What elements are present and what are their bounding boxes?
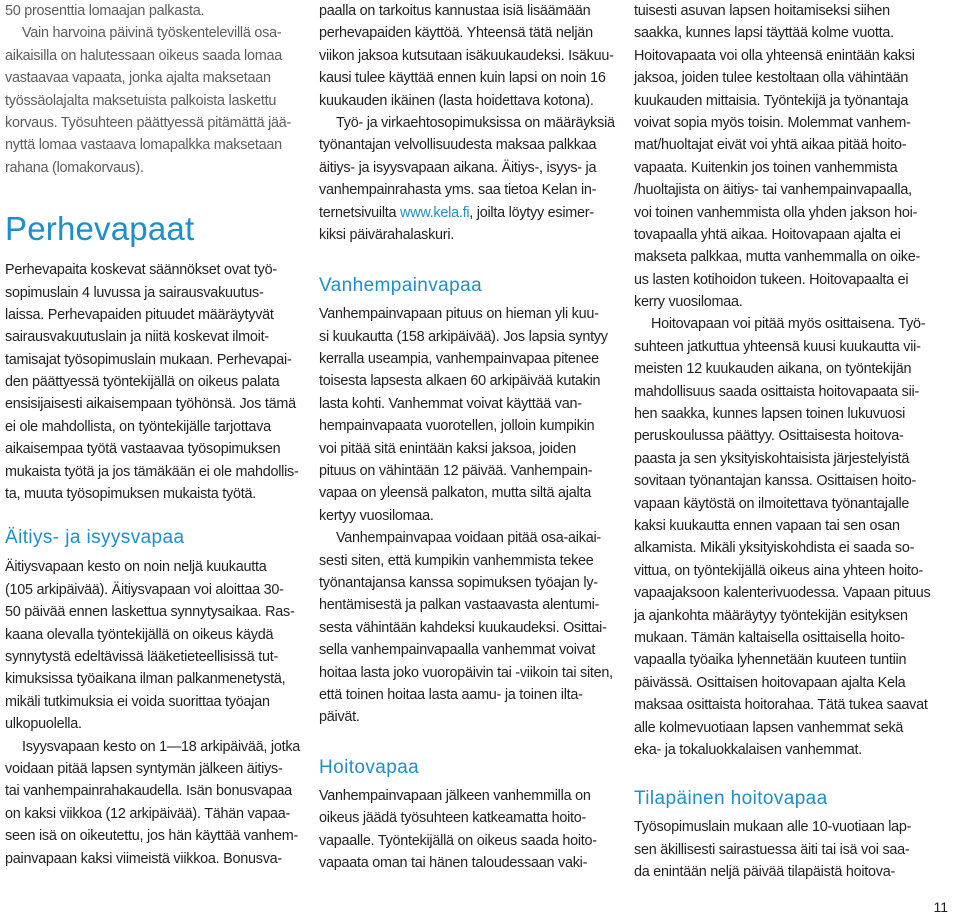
intro-paragraph	[5, 0, 295, 179]
text-line: Työ- ja virkaehtosopimuksissa on määräyksiä	[336, 114, 615, 131]
text-line: pituus on vähintään 12 päivää. Vanhempain-	[319, 463, 593, 480]
text-line: mukaista työtä ja jos tämäkään ei ole mahdollis-	[5, 463, 299, 480]
heading-hoitovapaa: Hoitovapaa	[319, 756, 420, 778]
text-line: Hoitovapaata voi olla yhteensä enintään kaksi	[634, 47, 915, 64]
column-3	[634, 0, 931, 883]
text-line: voidaan pitää lapsen syntymän jälkeen äitiys-	[5, 760, 283, 777]
isyys-paragraph	[5, 736, 301, 870]
text-line: työnantajansa kanssa sopimuksen työajan ly-	[319, 574, 598, 591]
perhevapaat-paragraph	[5, 259, 299, 505]
text-line: päivät.	[319, 709, 360, 726]
text-line: hentämisestä ja palkan vastaavasta alentumi-	[319, 597, 600, 614]
hoitovapaa-continued-paragraph	[634, 0, 926, 313]
text-line: aikaisempaa työtä vastaavaa työsopimuksen	[5, 441, 281, 458]
isyys-continued-paragraph	[319, 0, 613, 112]
page-number: 11	[933, 899, 948, 915]
text-line: että toinen hoitaa lasta aamu- ja toinen ilta-	[319, 686, 583, 703]
text-line: Vanhempainvapaa voidaan pitää osa-aikai-	[336, 530, 601, 547]
text-line: kuukauden mittaisia. Työntekijä ja työnantaja	[634, 92, 909, 109]
text-line: työssäolajalta maksetuista palkoista laskettu	[5, 92, 277, 109]
text-line: 50 prosenttia lomaajan palkasta.	[5, 3, 205, 19]
text-line: päivässä. Osittaisen hoitovapaan ajalta Kela	[634, 674, 906, 691]
text-line: sairausvakuutuslain ja niitä koskevat ilmoit-	[5, 329, 269, 346]
text-line: toisesta lapsesta alkaen 60 arkipäivää kutakin	[319, 373, 601, 390]
text-line: kerry vuosilomaa.	[634, 294, 743, 311]
text-line: kertyy vuosilomaa.	[319, 507, 434, 524]
tilapainen-paragraph	[634, 816, 926, 883]
text-line: kaana olevalla työntekijällä on oikeus käydä	[5, 626, 274, 643]
text-line: paalla on tarkoitus kannustaa isiä lisäämään	[319, 3, 591, 19]
text-line: ulkopuolella.	[5, 716, 82, 733]
text-line: makseta palkkaa, mutta vanhemmalla on oike-	[634, 249, 921, 266]
text-line: saakka, kunnes lapsi täyttää kolme vuotta.	[634, 25, 894, 42]
text-span: , joilta löytyy esimer-	[469, 204, 594, 221]
text-line: kaksi kuukautta ennen vapaan tai sen osan	[634, 517, 900, 534]
text-line: voi pitää sitä enintään kaksi jaksoa, joiden	[319, 440, 576, 457]
text-line: Vanhempainvapaan pituus on hieman yli kuu-	[319, 306, 599, 323]
text-line: vapaan käytöstä on ilmoitettava työnantajalle	[634, 495, 910, 512]
text-line: (105 arkipäivää). Äitiysvapaan voi aloittaa 30-	[5, 581, 284, 598]
text-line: Vain harvoina päivinä työskentelevillä osa-	[22, 25, 282, 42]
kela-link[interactable]: www.kela.fi	[400, 204, 470, 221]
text-line: vapaalla työaika lyhennetään kuuteen tuntiin	[634, 652, 907, 669]
text-line: kerralla useampia, vanhempainvapaa pitenee	[319, 351, 599, 368]
text-line: suhteen jatkuttua yhteensä kuusi kuukautta vii-	[634, 338, 921, 355]
text-line: vapaajaksoon kalenterivuodessa. Vapaan pituus	[634, 585, 931, 602]
text-span: ternetsivuilta	[319, 204, 401, 221]
osittainen-hoitovapaa-paragraph	[634, 313, 931, 761]
text-line: tamisajat työsopimuslain mukaan. Perhevapai-	[5, 351, 292, 368]
text-line	[319, 202, 613, 224]
text-line: aikaisilla on halutessaan oikeus saada lomaa	[5, 47, 282, 64]
text-line: mikäli tutkimuksia ei voida suorittaa työajan	[5, 693, 270, 710]
text-line: työnantajan velvollisuudesta maksaa palkkaa	[319, 137, 597, 154]
heading-tilapainen-hoitovapaa: Tilapäinen hoitovapaa	[634, 788, 828, 810]
text-line: Työsopimuslain mukaan alle 10-vuotiaan lap-	[634, 819, 912, 836]
text-line: alkamista. Mikäli yksityiskohdista ei saada so-	[634, 540, 915, 557]
text-line: paasta ja sen yksityiskohtaisista järjestelyistä	[634, 450, 910, 467]
text-line: jaksoa, joiden tulee kestoltaan olla vähintään	[634, 70, 909, 87]
text-line: ta, muuta työsopimuksen mukaista työtä.	[5, 486, 257, 503]
column-1	[5, 0, 301, 870]
text-line: vapaata. Kuitenkin jos toinen vanhemmista	[634, 159, 898, 176]
text-line: alle kolmevuotiaan lapsen vanhemmat sekä	[634, 719, 904, 736]
text-line: vapaata oman tai hänen taloudessaan vaki-	[319, 854, 588, 871]
text-line: kuukauden ikäinen (lasta hoidettava kotona).	[319, 92, 594, 109]
text-line: da enintään neljä päivää tilapäistä hoitova-	[634, 864, 896, 881]
text-line: ja ajankohta määräytyy työntekijän esityksen	[634, 607, 908, 624]
text-line: äitiys- ja isyysvapaan aikana. Äitiys-, isyys- ja	[319, 159, 597, 176]
text-line: Perhevapaita koskevat säännökset ovat työ-	[5, 262, 277, 279]
text-line: Hoitovapaan voi pitää myös osittaisena. Työ-	[651, 316, 926, 333]
text-line: kiksi päivärahalaskuri.	[319, 226, 455, 243]
text-line: peruskoulussa päättyy. Osittaisesta hoitova-	[634, 428, 904, 445]
text-line: painvapaan kaksi viimeistä viikkoa. Bonusva-	[5, 850, 282, 867]
text-line: hoitaa lasta joko vuoropäivin tai -viikoin tai siten,	[319, 664, 613, 681]
text-line: Äitiysvapaan kesto on noin neljä kuukautta	[5, 559, 267, 576]
tyo-virkaehto-paragraph	[319, 112, 613, 246]
aitiys-paragraph	[5, 556, 295, 735]
text-line: tovapaalla yhtä aikaa. Hoitovapaan ajalta ei	[634, 226, 901, 243]
hoitovapaa-paragraph	[319, 785, 613, 875]
vanhempainvapaa-paragraph	[319, 303, 613, 527]
text-line: seen isä on oikeutettu, jos hän käyttää vanhem-	[5, 828, 299, 845]
text-line: den päättyessä työntekijällä on oikeus palata	[5, 374, 280, 391]
text-line: viikon jaksoa kutsutaan isäkuukaudeksi. Isäkuu-	[319, 47, 614, 64]
osa-aikainen-paragraph	[319, 527, 613, 729]
text-line: korvaus. Työsuhteen päättyessä pitämättä jää-	[5, 114, 292, 131]
text-line: Vanhempainvapaan jälkeen vanhemmilla on	[319, 787, 591, 804]
text-line: hen saakka, kunnes lapsen toinen lukuvuosi	[634, 406, 906, 423]
text-line: 50 päivää ennen laskettua synnytysaikaa. Ras-	[5, 604, 295, 621]
text-line: sen äkillisesti sairastuessa äiti tai isä voi saa-	[634, 841, 910, 858]
text-line: /huoltajista on äitiys- tai vanhempainvapaalla,	[634, 182, 912, 199]
text-line: meisten 12 kuukauden aikana, on työntekijän	[634, 361, 912, 378]
text-line: sopimuslain 4 luvussa ja sairausvakuutus-	[5, 284, 264, 301]
text-line: tuisesti asuvan lapsen hoitamiseksi siihen	[634, 3, 890, 19]
text-line: vastaavaa vapaata, jonka ajalta maksetaan	[5, 70, 271, 87]
text-line: rahana (lomakorvaus).	[5, 159, 144, 176]
text-line: si kuukautta (158 arkipäivää). Jos lapsia syntyy	[319, 328, 608, 345]
text-line: Isyysvapaan kesto on 1—18 arkipäivää, jotka	[22, 738, 301, 755]
text-line: voi toinen vanhemmista olla yhden jakson hoi-	[634, 204, 918, 221]
text-line: mahdollisuus saada osittaista hoitovapaata sii-	[634, 383, 920, 400]
text-line: kausi tulee käyttää ennen kuin lapsi on noin 16	[319, 70, 606, 87]
text-line: us lasten kotihoidon tukeen. Hoitovapaalta ei	[634, 271, 909, 288]
text-line: sesti siten, että kumpikin vanhemmista tekee	[319, 552, 594, 569]
text-line: maksaa osittaista hoitorahaa. Tätä tukea saavat	[634, 697, 928, 714]
text-line: sovitaan työnantajan kanssa. Osittaisen hoito-	[634, 473, 917, 490]
text-line: mukaan. Tämän kaltaisella osittaisella hoito-	[634, 629, 905, 646]
text-line: vapaa on yleensä palkaton, mutta siltä ajalta	[319, 485, 591, 502]
text-line: ei ole mahdollista, on työntekijälle tarjottava	[5, 418, 271, 435]
text-line: laissa. Perhevapaiden pituudet määräytyvät	[5, 306, 274, 323]
text-line: mat/huoltajat eivät voi yhtä aikaa pitää hoito-	[634, 137, 907, 154]
text-line: nyttä lomaa vastaava lomapalkka maksetaan	[5, 137, 282, 154]
text-line: tai vanhempainrahakaudella. Isän bonusvapaa	[5, 783, 292, 800]
text-line: eka- ja tokaluokkalaisen vanhemmat.	[634, 741, 863, 758]
text-line: sella vanhempainvapaalla vanhemmat voivat	[319, 642, 596, 659]
heading-vanhempainvapaa: Vanhempainvapaa	[319, 275, 483, 297]
text-line: voivat sopia myös toisin. Molemmat vanhem-	[634, 114, 911, 131]
text-line: kimuksissa työaikana ilman palkanmenetystä,	[5, 671, 286, 688]
text-line: vanhempainrahasta yms. saa tietoa Kelan in-	[319, 182, 597, 199]
text-line: on kaksi viikkoa (12 arkipäivää). Tähän vapaa-	[5, 805, 290, 822]
heading-perhevapaat: Perhevapaat	[5, 210, 195, 248]
heading-aitiys-isyysvapaa: Äitiys- ja isyysvapaa	[5, 527, 185, 549]
text-line: vapaalle. Työntekijällä on oikeus saada hoito-	[319, 832, 597, 849]
text-line: hempainvapaata vuorotellen, jolloin kumpikin	[319, 418, 595, 435]
column-2	[319, 0, 613, 874]
text-line: sesta vähintään kahdeksi kuukaudeksi. Osittai-	[319, 619, 607, 636]
text-line: synnytystä edeltävissä lääketieteellisissä tut-	[5, 648, 278, 665]
text-line: oikeus jäädä työsuhteen katkeamatta hoito-	[319, 810, 587, 827]
text-line: lasta kohti. Vanhemmat voivat käyttää van-	[319, 395, 582, 412]
text-line: vittua, on työntekijällä oikeus aina yhteen hoito-	[634, 562, 924, 579]
text-line: perhevapaiden käyttöä. Yhteensä tätä neljän	[319, 25, 593, 42]
text-line: ensisijaisesti aikaisempaan työhönsä. Jos tämä	[5, 396, 296, 413]
